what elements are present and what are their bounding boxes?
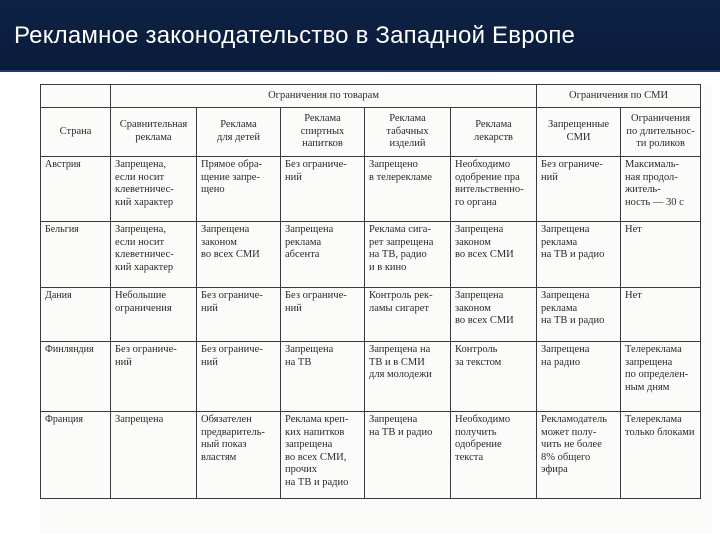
table-cell: Необходимо одобрение пра вительственно- го органа bbox=[451, 157, 537, 222]
table-cell: Контроль за текстом bbox=[451, 342, 537, 412]
table-cell: Запрещена, если носит клеветничес- кий характер bbox=[111, 222, 197, 288]
table-cell: Максималь- ная продол- житель- ность — 30 с bbox=[621, 157, 701, 222]
table-cell: Запрещена реклама на ТВ и радио bbox=[537, 222, 621, 288]
table-cell: Запрещено в телерекламе bbox=[365, 157, 451, 222]
country-cell: Финляндия bbox=[41, 342, 111, 412]
table-row bbox=[41, 222, 701, 288]
scanned-table-page bbox=[40, 84, 712, 534]
country-cell: Бельгия bbox=[41, 222, 111, 288]
table-cell: Без ограниче- ний bbox=[197, 342, 281, 412]
table-cell: Прямое обра- щение запре- щено bbox=[197, 157, 281, 222]
table-cell: Запрещена реклама абсента bbox=[281, 222, 365, 288]
table-cell: Без ограниче- ний bbox=[111, 342, 197, 412]
table-cell: Нет bbox=[621, 222, 701, 288]
table-cell: Контроль рек- ламы сигарет bbox=[365, 288, 451, 342]
group-header-row bbox=[41, 85, 701, 108]
table-cell: Запрещена на ТВ и радио bbox=[365, 412, 451, 499]
table-cell: Необходимо получить одобрение текста bbox=[451, 412, 537, 499]
column-header-country: Страна bbox=[41, 108, 111, 157]
table-row bbox=[41, 342, 701, 412]
column-header-comparative-ads: Сравнительная реклама bbox=[111, 108, 197, 157]
table-cell: Телереклама запрещена по определен- ным дням bbox=[621, 342, 701, 412]
table-cell: Без ограниче- ний bbox=[537, 157, 621, 222]
table-cell: Без ограниче- ний bbox=[281, 157, 365, 222]
table-cell: Запрещена на ТВ и в СМИ для молодежи bbox=[365, 342, 451, 412]
country-cell: Франция bbox=[41, 412, 111, 499]
column-header-row bbox=[41, 108, 701, 157]
column-header-medicine-ads: Реклама лекарств bbox=[451, 108, 537, 157]
column-header-banned-media: Запрещенные СМИ bbox=[537, 108, 621, 157]
column-header-ads-for-children: Реклама для детей bbox=[197, 108, 281, 157]
group-header-goods: Ограничения по товарам bbox=[111, 85, 537, 108]
table-cell: Без ограниче- ний bbox=[197, 288, 281, 342]
advertising-law-table bbox=[40, 84, 701, 499]
table-cell: Запрещена реклама на ТВ и радио bbox=[537, 288, 621, 342]
column-header-alcohol-ads: Реклама спиртных напитков bbox=[281, 108, 365, 157]
column-header-spot-duration: Ограничения по длительнос- ти роликов bbox=[621, 108, 701, 157]
country-cell: Австрия bbox=[41, 157, 111, 222]
table-cell: Запрещена законом во всех СМИ bbox=[451, 288, 537, 342]
table-cell: Запрещена bbox=[111, 412, 197, 499]
table-cell: Небольшие ограничения bbox=[111, 288, 197, 342]
table-cell: Запрещена на радио bbox=[537, 342, 621, 412]
slide-header bbox=[0, 0, 720, 72]
table-cell: Рекламодатель может полу- чить не более 8% общего эфира bbox=[537, 412, 621, 499]
country-cell: Дания bbox=[41, 288, 111, 342]
group-header-media: Ограничения по СМИ bbox=[537, 85, 701, 108]
table-row bbox=[41, 157, 701, 222]
table-cell: Запрещена на ТВ bbox=[281, 342, 365, 412]
table-cell: Обязателен предваритель- ный показ властям bbox=[197, 412, 281, 499]
table-cell: Нет bbox=[621, 288, 701, 342]
group-header-blank bbox=[41, 85, 111, 108]
table-row bbox=[41, 288, 701, 342]
slide-title: Рекламное законодательство в Западной Европе bbox=[14, 22, 576, 49]
table-cell: Телереклама только блоками bbox=[621, 412, 701, 499]
table-cell: Запрещена законом во всех СМИ bbox=[197, 222, 281, 288]
table-cell: Без ограниче- ний bbox=[281, 288, 365, 342]
table-cell: Реклама креп- ких напитков запрещена во всех СМИ, прочих на ТВ и радио bbox=[281, 412, 365, 499]
table-cell: Запрещена, если носит клеветничес- кий характер bbox=[111, 157, 197, 222]
table-row bbox=[41, 412, 701, 499]
table-cell: Запрещена законом во всех СМИ bbox=[451, 222, 537, 288]
column-header-tobacco-ads: Реклама табачных изделий bbox=[365, 108, 451, 157]
table-cell: Реклама сига- рет запрещена на ТВ, радио и в кино bbox=[365, 222, 451, 288]
